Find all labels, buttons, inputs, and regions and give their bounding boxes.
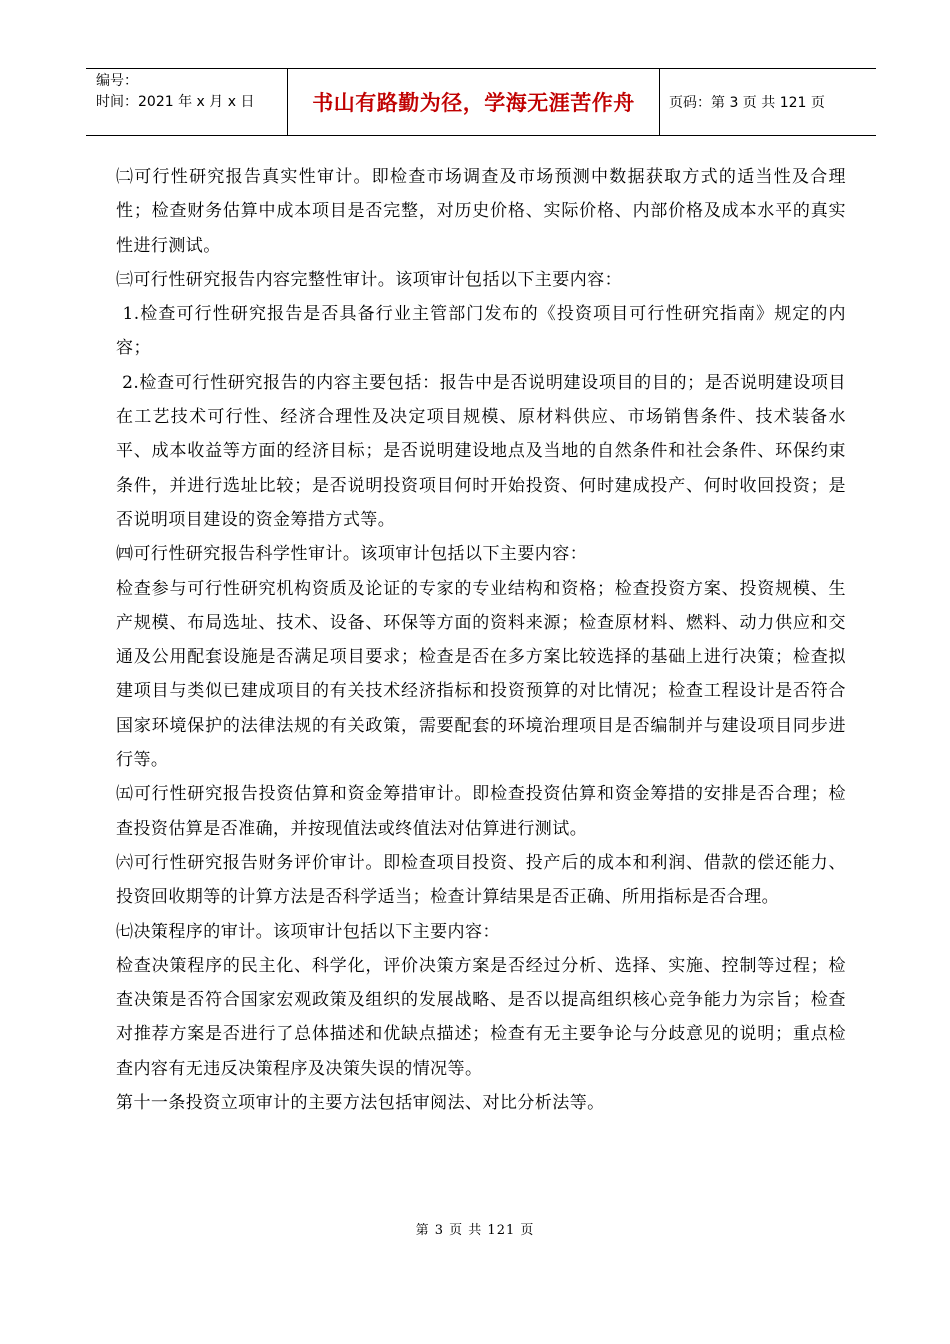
paragraph: ㈤可行性研究报告投资估算和资金筹措审计。即检查投资估算和资金筹措的安排是否合理；检查投资估算是否准确，并按现值法或终值法对估算进行测试。: [116, 784, 846, 839]
document-body: [116, 160, 846, 1120]
paragraph: ㈥可行性研究报告财务评价审计。即检查项目投资、投产后的成本和利润、借款的偿还能力、投资回收期等的计算方法是否科学适当；检查计算结果是否正确、所用指标是否合理。: [116, 852, 846, 908]
header-page-cell: [660, 69, 876, 135]
header-meta-cell: [86, 69, 288, 135]
page-header: [86, 68, 876, 136]
document-time: 时间：2021 年 x 月 x 日: [96, 94, 255, 110]
paragraph: 检查决策程序的民主化、科学化，评价决策方案是否经过分析、选择、实施、控制等过程；检查决策是否符合国家宏观政策及组织的发展战略、是否以提高组织核心竞争能力为宗旨；检查对推荐方案是否进行了总体描述和优缺点描述；检查有无主要争论与分歧意见的说明；重点检查内容有无违反决策程序及决策失误的情况等。: [116, 955, 846, 1079]
paragraph: ㈣可行性研究报告科学性审计。该项审计包括以下主要内容：: [116, 544, 588, 565]
paragraph: 2.检查可行性研究报告的内容主要包括：报告中是否说明建设项目的目的；是否说明建设项目在工艺技术可行性、经济合理性及决定项目规模、原材料供应、市场销售条件、技术装备水平、成本收益等方面的经济目标；是否说明建设地点及当地的自然条件和社会条件、环保约束条件，并进行选址比较；是否说明投资项目何时开始投资、何时建成投产、何时收回投资；是否说明项目建设的资金筹措方式等。: [116, 372, 846, 530]
paragraph: 第十一条投资立项审计的主要方法包括审阅法、对比分析法等。: [116, 1093, 605, 1114]
paragraph: 1.检查可行性研究报告是否具备行业主管部门发布的《投资项目可行性研究指南》规定的内容；: [116, 304, 846, 359]
paragraph: ㈡可行性研究报告真实性审计。即检查市场调查及市场预测中数据获取方式的适当性及合理性；检查财务估算中成本项目是否完整，对历史价格、实际价格、内部价格及成本水平的真实性进行测试。: [116, 167, 846, 256]
paragraph: ㈦决策程序的审计。该项审计包括以下主要内容：: [116, 921, 500, 942]
document-number-label: 编号：: [96, 73, 138, 89]
header-page-info: 页码：第 3 页 共 121 页: [669, 95, 825, 111]
header-motto: 书山有路勤为径，学海无涯苦作舟: [312, 91, 635, 115]
paragraph: ㈢可行性研究报告内容完整性审计。该项审计包括以下主要内容：: [116, 269, 623, 290]
header-motto-cell: [288, 69, 660, 135]
paragraph: 检查参与可行性研究机构资质及论证的专家的专业结构和资格；检查投资方案、投资规模、生产规模、布局选址、技术、设备、环保等方面的资料来源；检查原材料、燃料、动力供应和交通及公用配套设施是否满足项目要求；检查是否在多方案比较选择的基础上进行决策；检查拟建项目与类似已建成项目的有关技术经济指标和投资预算的对比情况；检查工程设计是否符合国家环境保护的法律法规的有关政策，需要配套的环境治理项目是否编制并与建设项目同步进行等。: [116, 578, 846, 771]
page-footer: 第 3 页 共 121 页: [415, 1223, 535, 1238]
